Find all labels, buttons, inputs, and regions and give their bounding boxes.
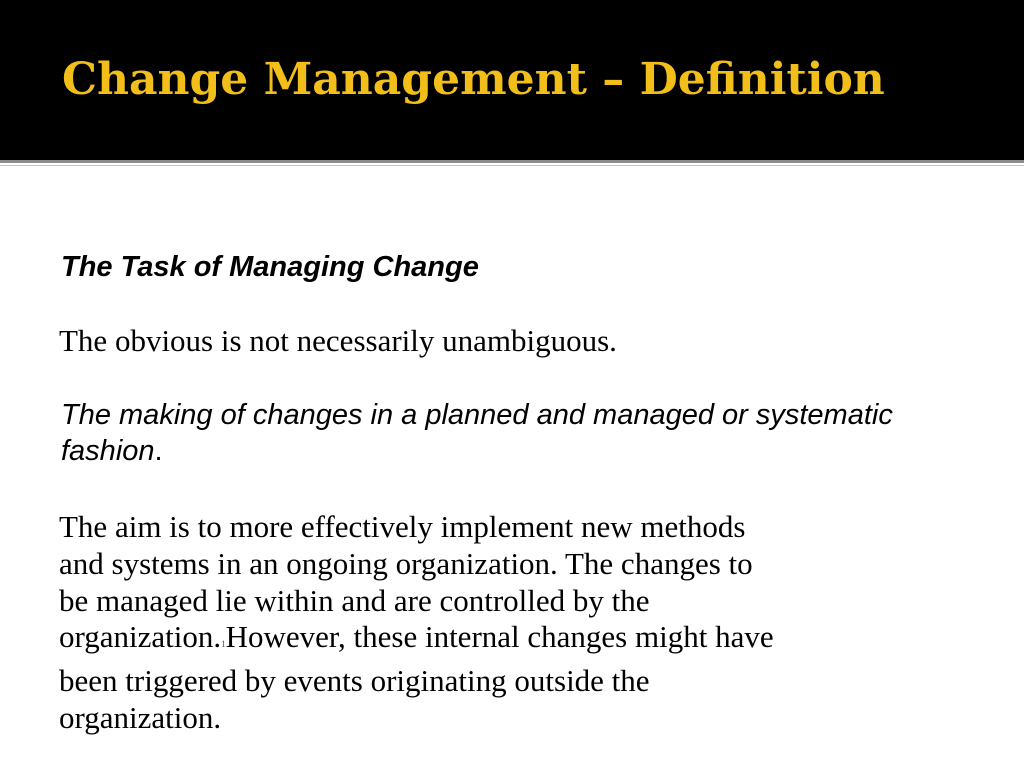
aim-line: The aim is to more effectively implement new methods: [59, 509, 746, 544]
aim-paragraph: [59, 509, 959, 737]
aim-line: be managed lie within and are controlled by the: [59, 582, 650, 618]
aim-line: and systems in an ongoing organization. The changes to: [59, 545, 753, 581]
aim-line: been triggered by events originating outside the: [59, 663, 650, 699]
aim-line-with-ref: [59, 619, 959, 663]
reference-marker: 1: [221, 639, 226, 650]
title-bar: [0, 0, 1024, 160]
title-divider-thin: [0, 165, 1024, 166]
aim-line-part: However, these internal changes might have: [225, 619, 774, 655]
definition-end: .: [154, 435, 163, 467]
title-divider: [0, 160, 1024, 163]
aim-line: organization.: [59, 699, 222, 735]
aim-line-part: organization.: [59, 619, 222, 655]
obvious-statement: The obvious is not necessarily unambiguous.: [59, 323, 617, 358]
slide-title: Change Management – Definition: [62, 54, 885, 105]
subheading: The Task of Managing Change: [61, 251, 479, 283]
definition-text: [61, 397, 961, 469]
definition-body: The making of changes in a planned and managed or systematic fashion: [61, 399, 893, 467]
